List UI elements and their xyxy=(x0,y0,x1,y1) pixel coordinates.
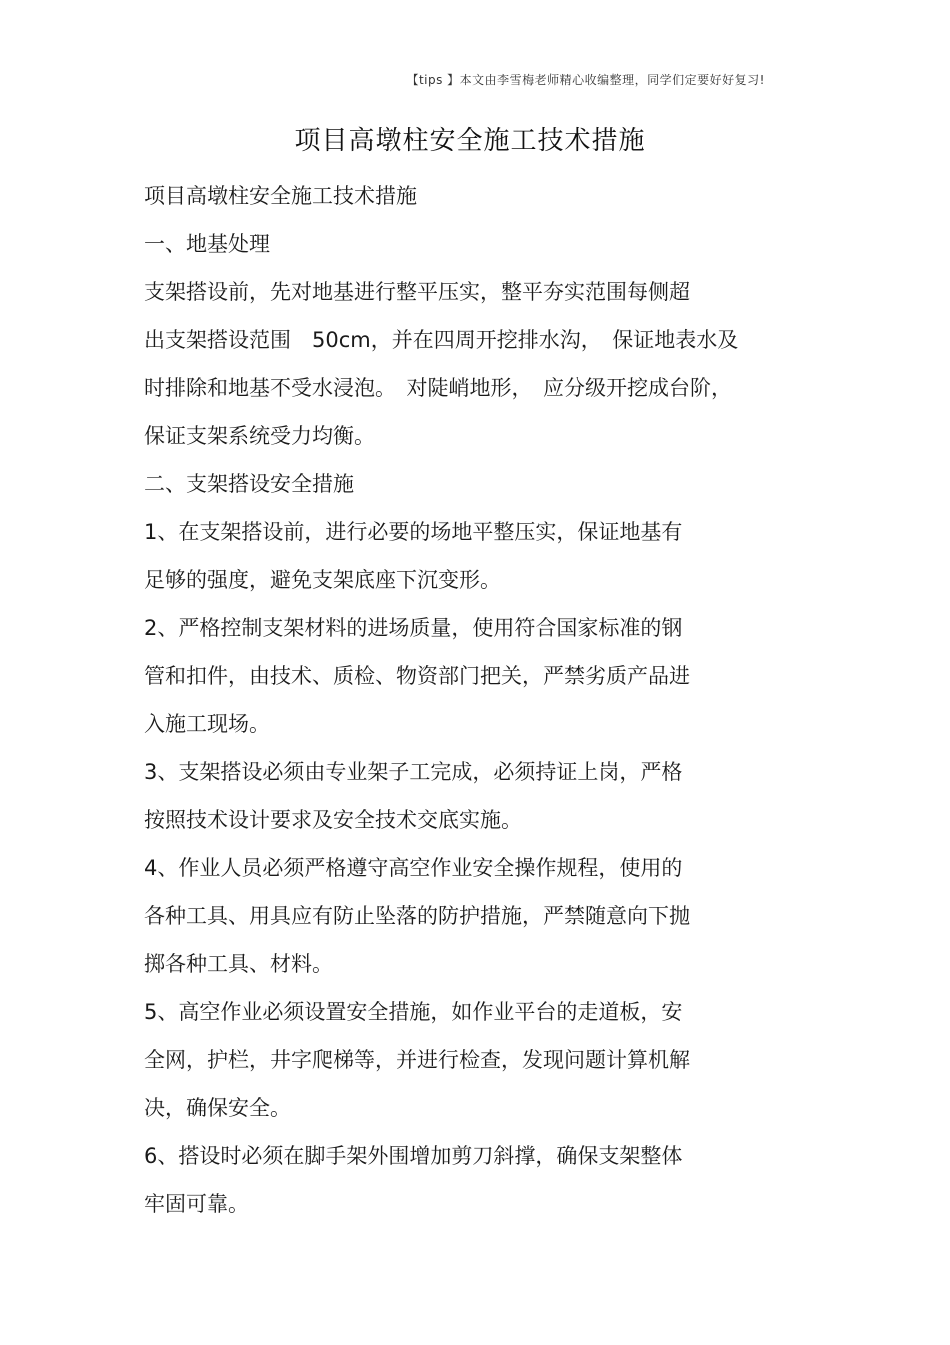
list-item-4-line: 4、作业人员必须严格遵守高空作业安全操作规程，使用的 xyxy=(144,856,683,880)
paragraph-line: 时排除和地基不受水浸泡。 对陡峭地形， 应分级开挖成台阶， xyxy=(144,376,732,400)
paragraph-line: 保证支架系统受力均衡。 xyxy=(144,424,375,448)
list-item-6-line: 6、搭设时必须在脚手架外围增加剪刀斜撑，确保支架整体 xyxy=(144,1144,683,1168)
list-item-4-line: 掷各种工具、材料。 xyxy=(144,952,333,976)
list-item-5-line: 5、高空作业必须设置安全措施，如作业平台的走道板，安 xyxy=(144,1000,683,1024)
paragraph-line: 支架搭设前，先对地基进行整平压实，整平夯实范围每侧超 xyxy=(144,280,690,304)
list-item-2-line: 2、严格控制支架材料的进场质量，使用符合国家标准的钢 xyxy=(144,616,683,640)
list-item-3-line: 3、支架搭设必须由专业架子工完成，必须持证上岗，严格 xyxy=(144,760,683,784)
list-item-1-line: 1、在支架搭设前，进行必要的场地平整压实，保证地基有 xyxy=(144,520,683,544)
list-item-3-line: 按照技术设计要求及安全技术交底实施。 xyxy=(144,808,522,832)
list-item-6-line: 牢固可靠。 xyxy=(144,1192,249,1216)
document-body xyxy=(144,176,844,1232)
document-title: 项目高墩柱安全施工技术措施 xyxy=(294,126,646,156)
list-item-2-line: 入施工现场。 xyxy=(144,712,270,736)
subtitle: 项目高墩柱安全施工技术措施 xyxy=(144,184,417,208)
tips-header: 【tips 】本文由李雪梅老师精心收编整理，同学们定要好好复习! xyxy=(406,73,765,87)
list-item-2-line: 管和扣件，由技术、质检、物资部门把关，严禁劣质产品进 xyxy=(144,664,690,688)
section-heading-scaffold-safety: 二、支架搭设安全措施 xyxy=(144,472,354,496)
list-item-5-line: 全网，护栏，井字爬梯等，并进行检查，发现问题计算机解 xyxy=(144,1048,690,1072)
list-item-4-line: 各种工具、用具应有防止坠落的防护措施，严禁随意向下抛 xyxy=(144,904,690,928)
paragraph-line: 出支架搭设范围 50cm，并在四周开挖排水沟， 保证地表水及 xyxy=(144,328,739,352)
list-item-5-line: 决，确保安全。 xyxy=(144,1096,291,1120)
section-heading-foundation: 一、地基处理 xyxy=(144,232,270,256)
list-item-1-line: 足够的强度，避免支架底座下沉变形。 xyxy=(144,568,501,592)
